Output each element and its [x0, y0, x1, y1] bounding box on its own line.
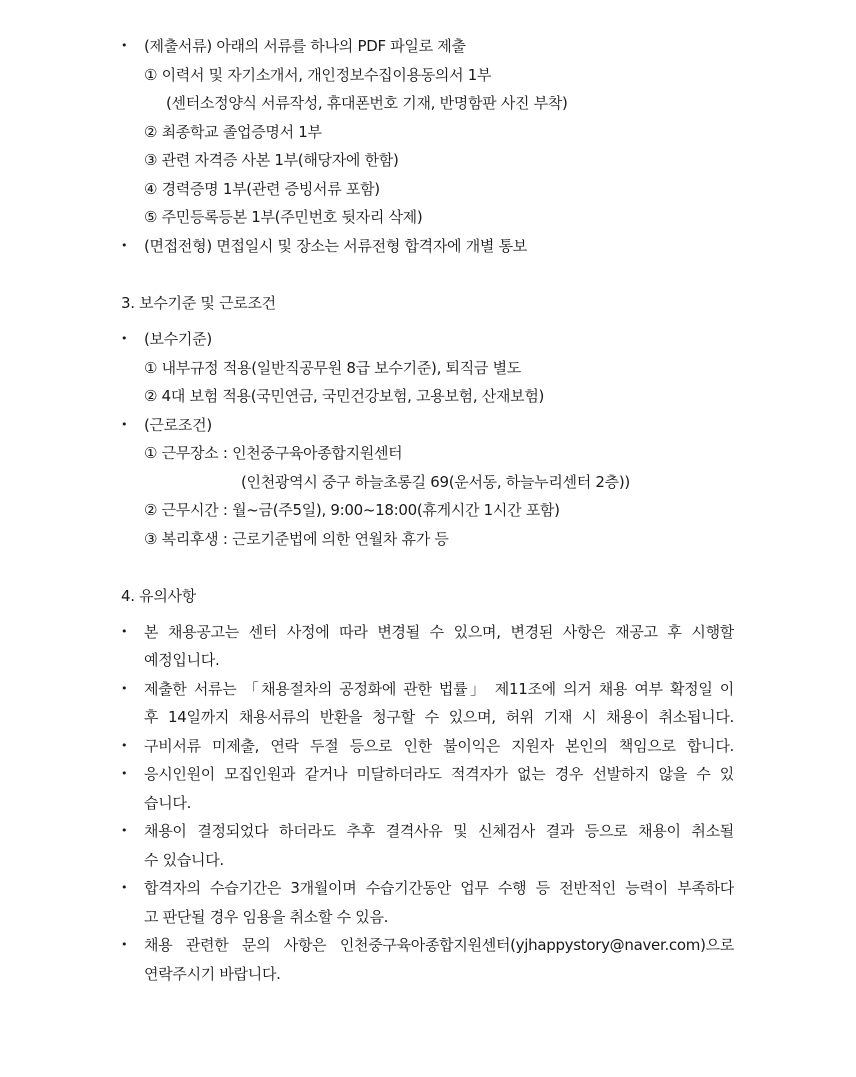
conditions-item: ② 근무시간 : 월~금(주5일), 9:00~18:00(휴게시간 1시간 포함) — [144, 501, 560, 519]
bullet: • — [121, 739, 128, 752]
bullet: • — [121, 418, 128, 431]
section-4-title: 4. 유의사항 — [121, 587, 196, 605]
bullet: • — [121, 239, 128, 252]
note-line: 응시인원이 모집인원과 같거나 미달하더라도 적격자가 없는 경우 선발하지 않을 수 있 — [144, 765, 734, 783]
bullet: • — [121, 332, 128, 345]
note-line: 예정입니다. — [144, 651, 220, 669]
submission-item-detail: (센터소정양식 서류작성, 휴대폰번호 기재, 반명함판 사진 부착) — [166, 94, 568, 112]
interview-text: (면접전형) 면접일시 및 장소는 서류전형 합격자에 개별 통보 — [144, 237, 527, 255]
submission-item: ② 최종학교 졸업증명서 1부 — [144, 123, 322, 141]
note-line: 습니다. — [144, 794, 192, 812]
submission-item: ① 이력서 및 자기소개서, 개인정보수집이용동의서 1부 — [144, 66, 492, 84]
section-3-title: 3. 보수기준 및 근로조건 — [121, 294, 276, 312]
note-line: 본 채용공고는 센터 사정에 따라 변경될 수 있으며, 변경된 사항은 재공고 후 시행할 — [144, 623, 734, 641]
conditions-item: ③ 복리후생 : 근로기준법에 의한 연월차 휴가 등 — [144, 530, 449, 548]
note-line: 채용이 결정되었다 하더라도 추후 결격사유 및 신체검사 결과 등으로 채용이 취소될 — [144, 822, 734, 840]
note-line: 채용 관련한 문의 사항은 인천중구육아종합지원센터(yjhappystory@naver.com)으로 — [144, 936, 734, 954]
note-line: 합격자의 수습기간은 3개월이며 수습기간동안 업무 수행 등 전반적인 능력이 부족하다 — [144, 879, 734, 897]
bullet: • — [121, 682, 128, 695]
note-line: 후 14일까지 채용서류의 반환을 청구할 수 있으며, 허위 기재 시 채용이 취소됩니다. — [144, 708, 734, 726]
note-line: 연락주시기 바랍니다. — [144, 965, 281, 983]
bullet: • — [121, 625, 128, 638]
conditions-item-address: (인천광역시 중구 하늘초롱길 69(운서동, 하늘누리센터 2층)) — [241, 473, 630, 491]
conditions-label: (근로조건) — [144, 416, 212, 434]
submission-item: ④ 경력증명 1부(관련 증빙서류 포함) — [144, 180, 380, 198]
pay-item: ② 4대 보험 적용(국민연금, 국민건강보험, 고용보험, 산재보험) — [144, 387, 545, 405]
pay-label: (보수기준) — [144, 330, 212, 348]
bullet: • — [121, 39, 128, 52]
conditions-item: ① 근무장소 : 인천중구육아종합지원센터 — [144, 444, 403, 462]
note-line: 제출한 서류는 「채용절차의 공정화에 관한 법률」 제11조에 의거 채용 여부 확정일 이 — [144, 680, 734, 698]
bullet: • — [121, 824, 128, 837]
pay-item: ① 내부규정 적용(일반직공무원 8급 보수기준), 퇴직금 별도 — [144, 359, 521, 377]
submission-item: ③ 관련 자격증 사본 1부(해당자에 한함) — [144, 151, 399, 169]
submission-docs-text: (제출서류) 아래의 서류를 하나의 PDF 파일로 제출 — [144, 37, 466, 55]
submission-item: ⑤ 주민등록등본 1부(주민번호 뒷자리 삭제) — [144, 208, 423, 226]
note-line: 고 판단될 경우 임용을 취소할 수 있음. — [144, 908, 389, 926]
note-line: 구비서류 미제출, 연락 두절 등으로 인한 불이익은 지원자 본인의 책임으로 합니다. — [144, 737, 734, 755]
bullet: • — [121, 767, 128, 780]
note-line: 수 있습니다. — [144, 851, 224, 869]
bullet: • — [121, 938, 128, 951]
bullet: • — [121, 881, 128, 894]
